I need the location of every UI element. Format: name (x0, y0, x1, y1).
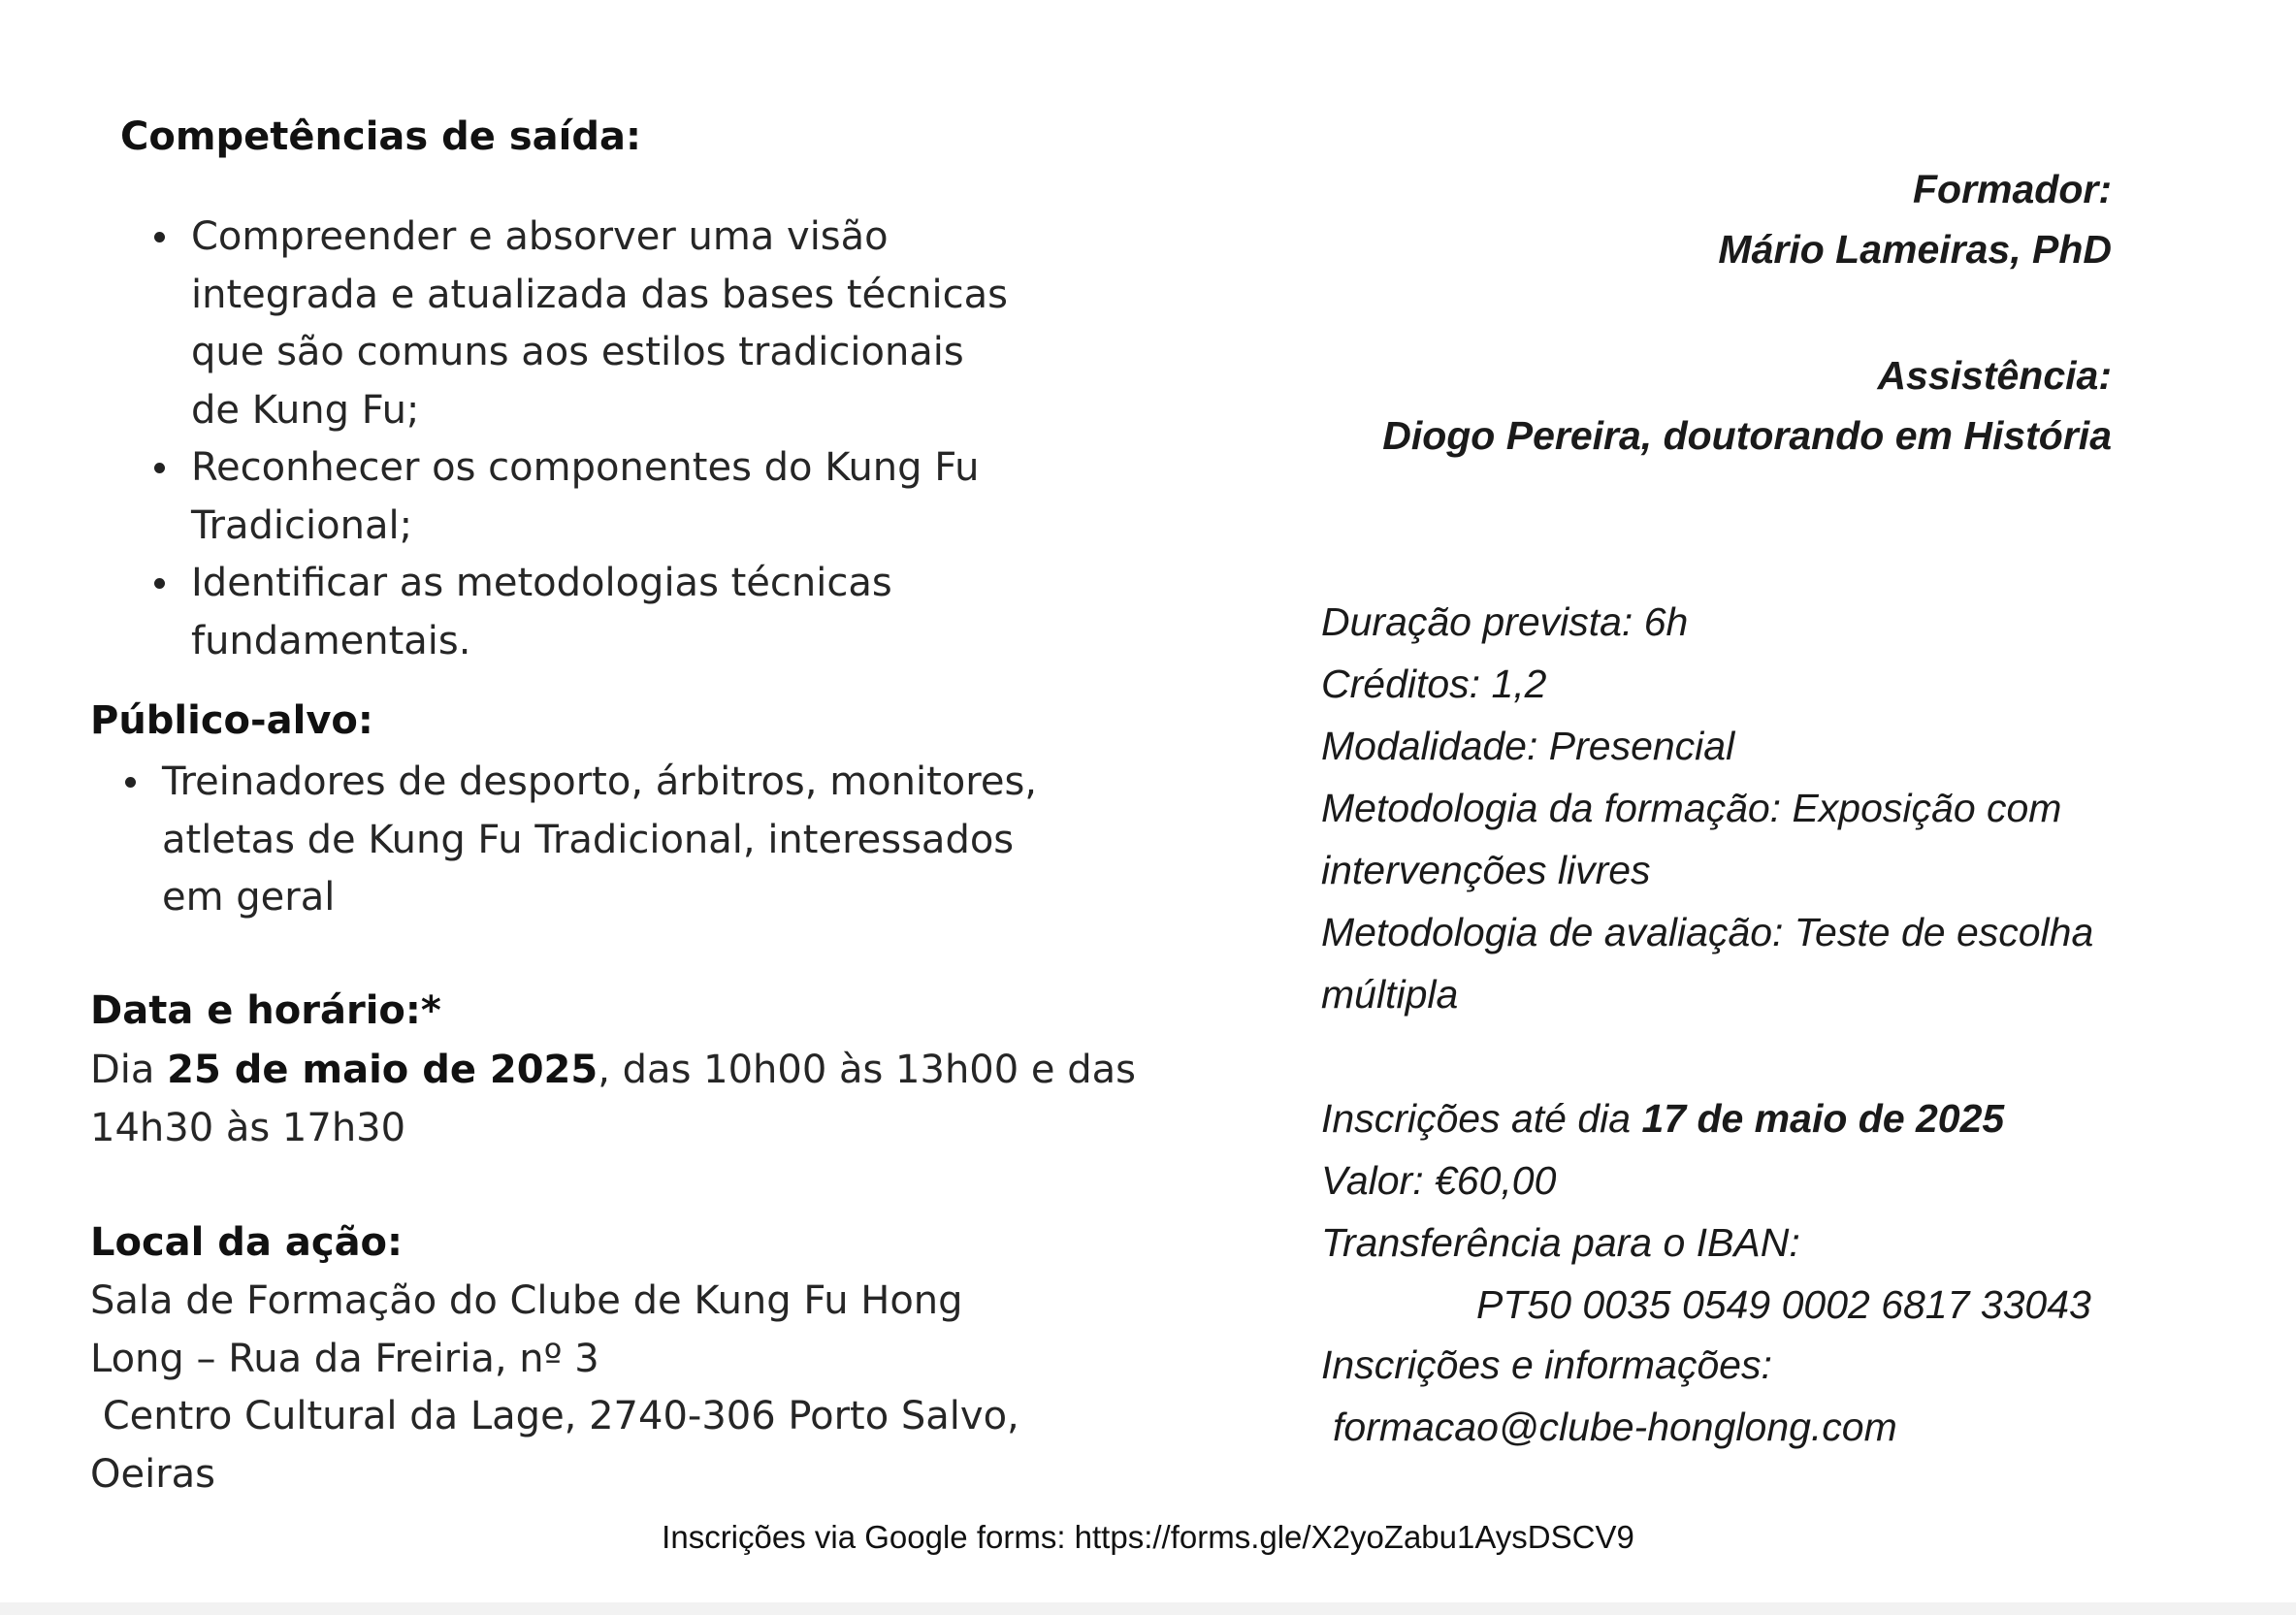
metodologia-formacao: Metodologia da formação: Exposição com (1321, 786, 2062, 830)
bottom-edge (0, 1602, 2296, 1615)
metodologia-formacao-cont: intervenções livres (1321, 848, 1651, 892)
data-horario-text: Dia 25 de maio de 2025, das 10h00 às 13h00 e das 14h30 às 17h30 (90, 1048, 1136, 1150)
creditos: Créditos: 1,2 (1321, 662, 1547, 706)
duracao: Duração prevista: 6h (1321, 599, 1689, 644)
publico-heading: Público-alvo: (90, 698, 373, 743)
inscricoes-deadline: Inscrições até dia 17 de maio de 2025 (1321, 1096, 2005, 1141)
event-date: 25 de maio de 2025 (167, 1048, 598, 1092)
transferencia-label: Transferência para o IBAN: (1321, 1220, 1800, 1265)
modalidade: Modalidade: Presencial (1321, 724, 1735, 768)
competencias-list (191, 209, 1161, 670)
list-item: Compreender e absorver uma visão integrada e atualizada das bases técnicas que são comuns aos estilos tradicionais de Kung Fu; (191, 209, 1161, 439)
list-item: Reconhecer os componentes do Kung Fu Tradicional; (191, 439, 1161, 555)
inscricoes-info-label: Inscrições e informações: (1321, 1342, 1772, 1387)
metodologia-avaliacao: Metodologia de avaliação: Teste de escolha (1321, 910, 2094, 954)
list-item: Identificar as metodologias técnicas fundamentais. (191, 555, 1161, 670)
metodologia-avaliacao-cont: múltipla (1321, 972, 1459, 1017)
bullet-icon (154, 463, 165, 473)
deadline-date: 17 de maio de 2025 (1641, 1096, 2005, 1141)
bullet-icon (154, 232, 165, 242)
local-address: Sala de Formação do Clube de Kung Fu Hong Long – Rua da Freiria, nº 3 Centro Cultural da Lage, 2740-306 Porto Salvo, Oeiras (90, 1278, 1019, 1497)
valor: Valor: €60,00 (1321, 1158, 1557, 1203)
formador-name: Mário Lameiras, PhD (1718, 227, 2112, 272)
contact-email[interactable]: formacao@clube-honglong.com (1333, 1405, 1897, 1449)
publico-list (162, 754, 1229, 927)
bullet-icon (154, 578, 165, 589)
bullet-icon (125, 777, 136, 788)
competencias-heading: Competências de saída: (120, 114, 641, 159)
local-heading: Local da ação: (90, 1220, 404, 1265)
assistencia-label: Assistência: (1877, 353, 2112, 398)
data-horario-heading: Data e horário:* (90, 988, 441, 1033)
google-forms-link[interactable]: Inscrições via Google forms: https://forms.gle/X2yoZabu1AysDSCV9 (662, 1519, 1634, 1555)
iban: PT50 0035 0549 0002 6817 33043 (1476, 1282, 2091, 1327)
assistencia-name: Diogo Pereira, doutorando em História (1382, 413, 2112, 458)
list-item: Treinadores de desporto, árbitros, monitores, atletas de Kung Fu Tradicional, interessados em geral (162, 754, 1229, 927)
formador-label: Formador: (1913, 167, 2112, 211)
